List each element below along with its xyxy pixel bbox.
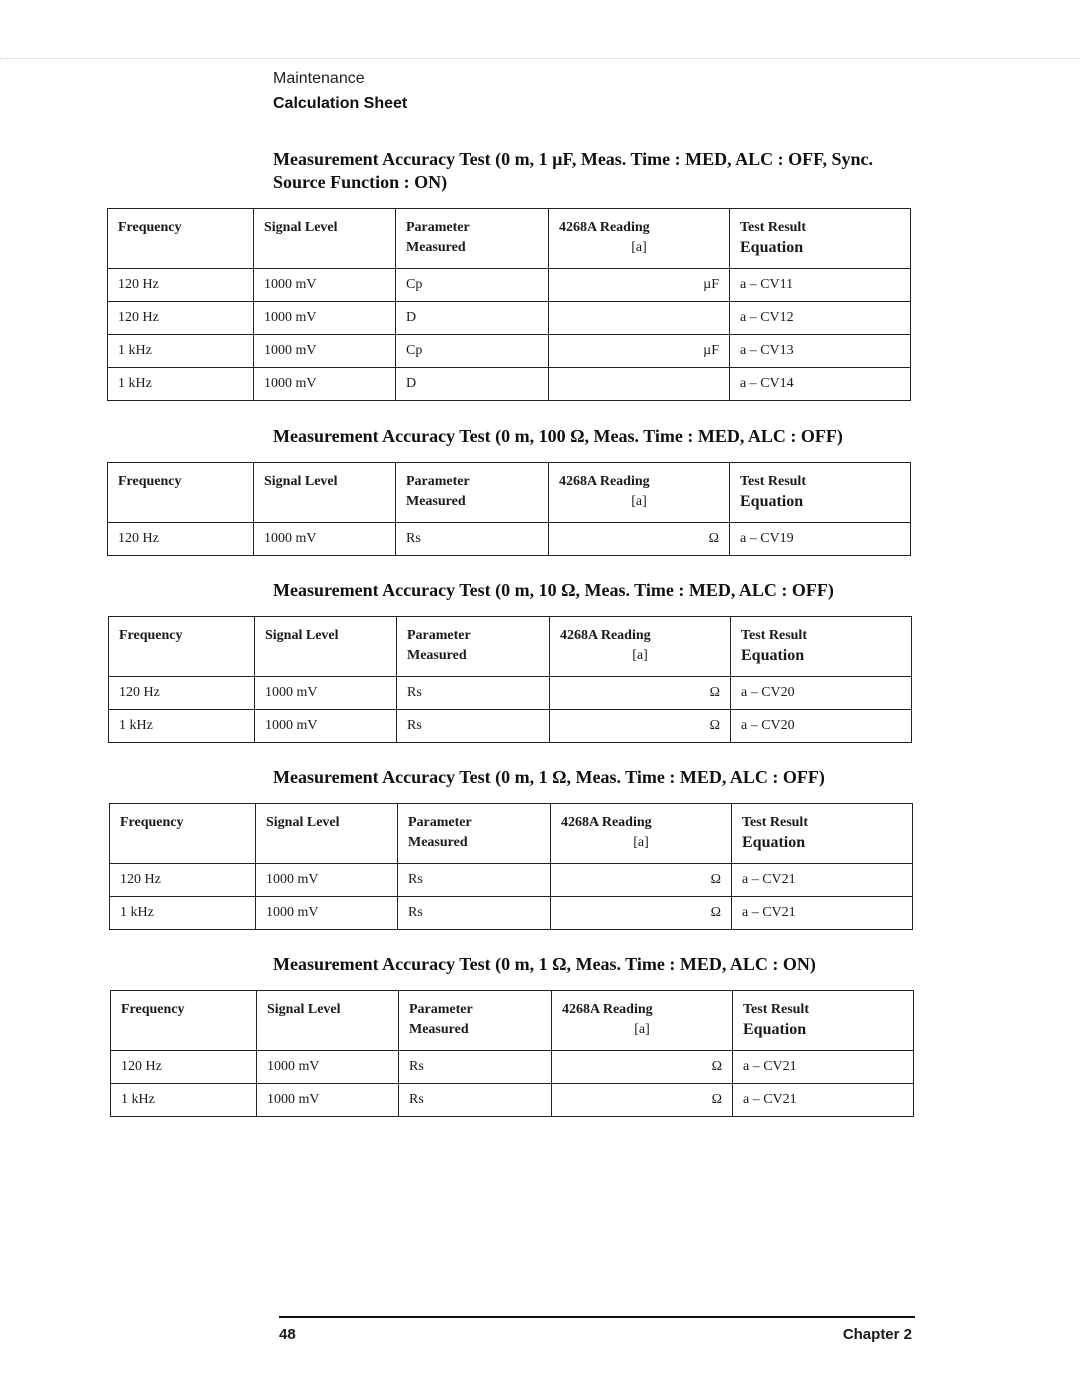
table-row	[108, 302, 911, 335]
level-cell: 1000 mV	[257, 1084, 399, 1117]
col-test-result: Test Result Equation	[732, 804, 913, 864]
level-cell: 1000 mV	[257, 1051, 399, 1084]
col-frequency: Frequency	[108, 463, 254, 523]
reading-cell[interactable]: Ω	[551, 897, 732, 930]
level-cell: 1000 mV	[254, 523, 396, 556]
col-test-result: Test Result Equation	[730, 209, 911, 269]
reading-cell[interactable]: µF	[549, 335, 730, 368]
calc-table-1uf	[107, 208, 911, 401]
freq-cell: 1 kHz	[110, 897, 256, 930]
param-cell: Rs	[399, 1051, 552, 1084]
freq-cell: 120 Hz	[110, 864, 256, 897]
top-rule	[0, 58, 1080, 59]
reading-cell[interactable]	[549, 302, 730, 335]
param-cell: Rs	[396, 523, 549, 556]
calc-table-100ohm	[107, 462, 911, 556]
col-frequency: Frequency	[109, 617, 255, 677]
freq-cell: 120 Hz	[111, 1051, 257, 1084]
param-cell: D	[396, 302, 549, 335]
table-header-row	[109, 617, 912, 677]
param-cell: Cp	[396, 335, 549, 368]
section-title-1uf: Measurement Accuracy Test (0 m, 1 µF, Meas. Time : MED, ALC : OFF, Sync. Source Function : ON)	[273, 149, 873, 192]
equation-cell: a – CV11	[730, 269, 911, 302]
level-cell: 1000 mV	[255, 677, 397, 710]
reading-cell[interactable]: Ω	[550, 710, 731, 743]
freq-cell: 120 Hz	[108, 302, 254, 335]
table-header-row	[110, 804, 913, 864]
equation-cell: a – CV20	[731, 677, 912, 710]
level-cell: 1000 mV	[254, 368, 396, 401]
page-number: 48	[279, 1326, 296, 1343]
param-cell: Cp	[396, 269, 549, 302]
equation-cell: a – CV21	[733, 1051, 914, 1084]
table-row	[111, 1084, 914, 1117]
reading-cell[interactable]: Ω	[551, 864, 732, 897]
freq-cell: 120 Hz	[108, 269, 254, 302]
equation-cell: a – CV14	[730, 368, 911, 401]
reading-cell[interactable]: Ω	[552, 1084, 733, 1117]
level-cell: 1000 mV	[254, 269, 396, 302]
table-header-row	[108, 463, 911, 523]
col-parameter: Parameter Measured	[398, 804, 551, 864]
table-row	[110, 897, 913, 930]
reading-cell[interactable]: Ω	[550, 677, 731, 710]
reading-cell[interactable]: µF	[549, 269, 730, 302]
col-reading: 4268A Reading [a]	[549, 463, 730, 523]
equation-cell: a – CV19	[730, 523, 911, 556]
col-frequency: Frequency	[110, 804, 256, 864]
param-cell: Rs	[399, 1084, 552, 1117]
col-reading: 4268A Reading [a]	[552, 991, 733, 1051]
chapter-label: Chapter 2	[842, 1326, 912, 1343]
col-parameter: Parameter Measured	[399, 991, 552, 1051]
table-row	[108, 335, 911, 368]
freq-cell: 1 kHz	[108, 335, 254, 368]
equation-cell: a – CV21	[732, 897, 913, 930]
equation-cell: a – CV20	[731, 710, 912, 743]
col-signal-level: Signal Level	[257, 991, 399, 1051]
equation-cell: a – CV13	[730, 335, 911, 368]
level-cell: 1000 mV	[254, 302, 396, 335]
reading-cell[interactable]	[549, 368, 730, 401]
freq-cell: 120 Hz	[109, 677, 255, 710]
running-header-subsection: Calculation Sheet	[273, 95, 408, 112]
col-signal-level: Signal Level	[254, 463, 396, 523]
col-test-result: Test Result Equation	[733, 991, 914, 1051]
section-title-1ohm-alc-on: Measurement Accuracy Test (0 m, 1 Ω, Meas. Time : MED, ALC : ON)	[273, 954, 816, 974]
col-reading: 4268A Reading [a]	[550, 617, 731, 677]
param-cell: D	[396, 368, 549, 401]
col-frequency: Frequency	[108, 209, 254, 269]
table-header-row	[111, 991, 914, 1051]
running-header-section: Maintenance	[273, 70, 365, 87]
equation-cell: a – CV12	[730, 302, 911, 335]
table-header-row	[108, 209, 911, 269]
table-row	[108, 269, 911, 302]
footer-rule	[279, 1316, 915, 1318]
reading-cell[interactable]: Ω	[549, 523, 730, 556]
section-title-100ohm: Measurement Accuracy Test (0 m, 100 Ω, Meas. Time : MED, ALC : OFF)	[273, 426, 843, 446]
table-row	[108, 368, 911, 401]
param-cell: Rs	[397, 710, 550, 743]
col-parameter: Parameter Measured	[396, 463, 549, 523]
calc-table-1ohm-alc-on	[110, 990, 914, 1117]
col-parameter: Parameter Measured	[396, 209, 549, 269]
freq-cell: 1 kHz	[108, 368, 254, 401]
level-cell: 1000 mV	[256, 864, 398, 897]
col-frequency: Frequency	[111, 991, 257, 1051]
param-cell: Rs	[398, 864, 551, 897]
col-reading: 4268A Reading [a]	[551, 804, 732, 864]
col-signal-level: Signal Level	[255, 617, 397, 677]
section-title-1ohm-alc-off: Measurement Accuracy Test (0 m, 1 Ω, Meas. Time : MED, ALC : OFF)	[273, 767, 825, 787]
col-signal-level: Signal Level	[254, 209, 396, 269]
section-title-10ohm: Measurement Accuracy Test (0 m, 10 Ω, Meas. Time : MED, ALC : OFF)	[273, 580, 834, 600]
level-cell: 1000 mV	[256, 897, 398, 930]
freq-cell: 1 kHz	[111, 1084, 257, 1117]
param-cell: Rs	[398, 897, 551, 930]
table-row	[109, 677, 912, 710]
col-signal-level: Signal Level	[256, 804, 398, 864]
freq-cell: 1 kHz	[109, 710, 255, 743]
table-row	[110, 864, 913, 897]
col-parameter: Parameter Measured	[397, 617, 550, 677]
table-row	[111, 1051, 914, 1084]
calc-table-1ohm-alc-off	[109, 803, 913, 930]
table-row	[109, 710, 912, 743]
equation-cell: a – CV21	[732, 864, 913, 897]
calc-table-10ohm	[108, 616, 912, 743]
param-cell: Rs	[397, 677, 550, 710]
reading-cell[interactable]: Ω	[552, 1051, 733, 1084]
equation-cell: a – CV21	[733, 1084, 914, 1117]
level-cell: 1000 mV	[254, 335, 396, 368]
freq-cell: 120 Hz	[108, 523, 254, 556]
table-row	[108, 523, 911, 556]
level-cell: 1000 mV	[255, 710, 397, 743]
col-test-result: Test Result Equation	[731, 617, 912, 677]
col-reading: 4268A Reading [a]	[549, 209, 730, 269]
col-test-result: Test Result Equation	[730, 463, 911, 523]
